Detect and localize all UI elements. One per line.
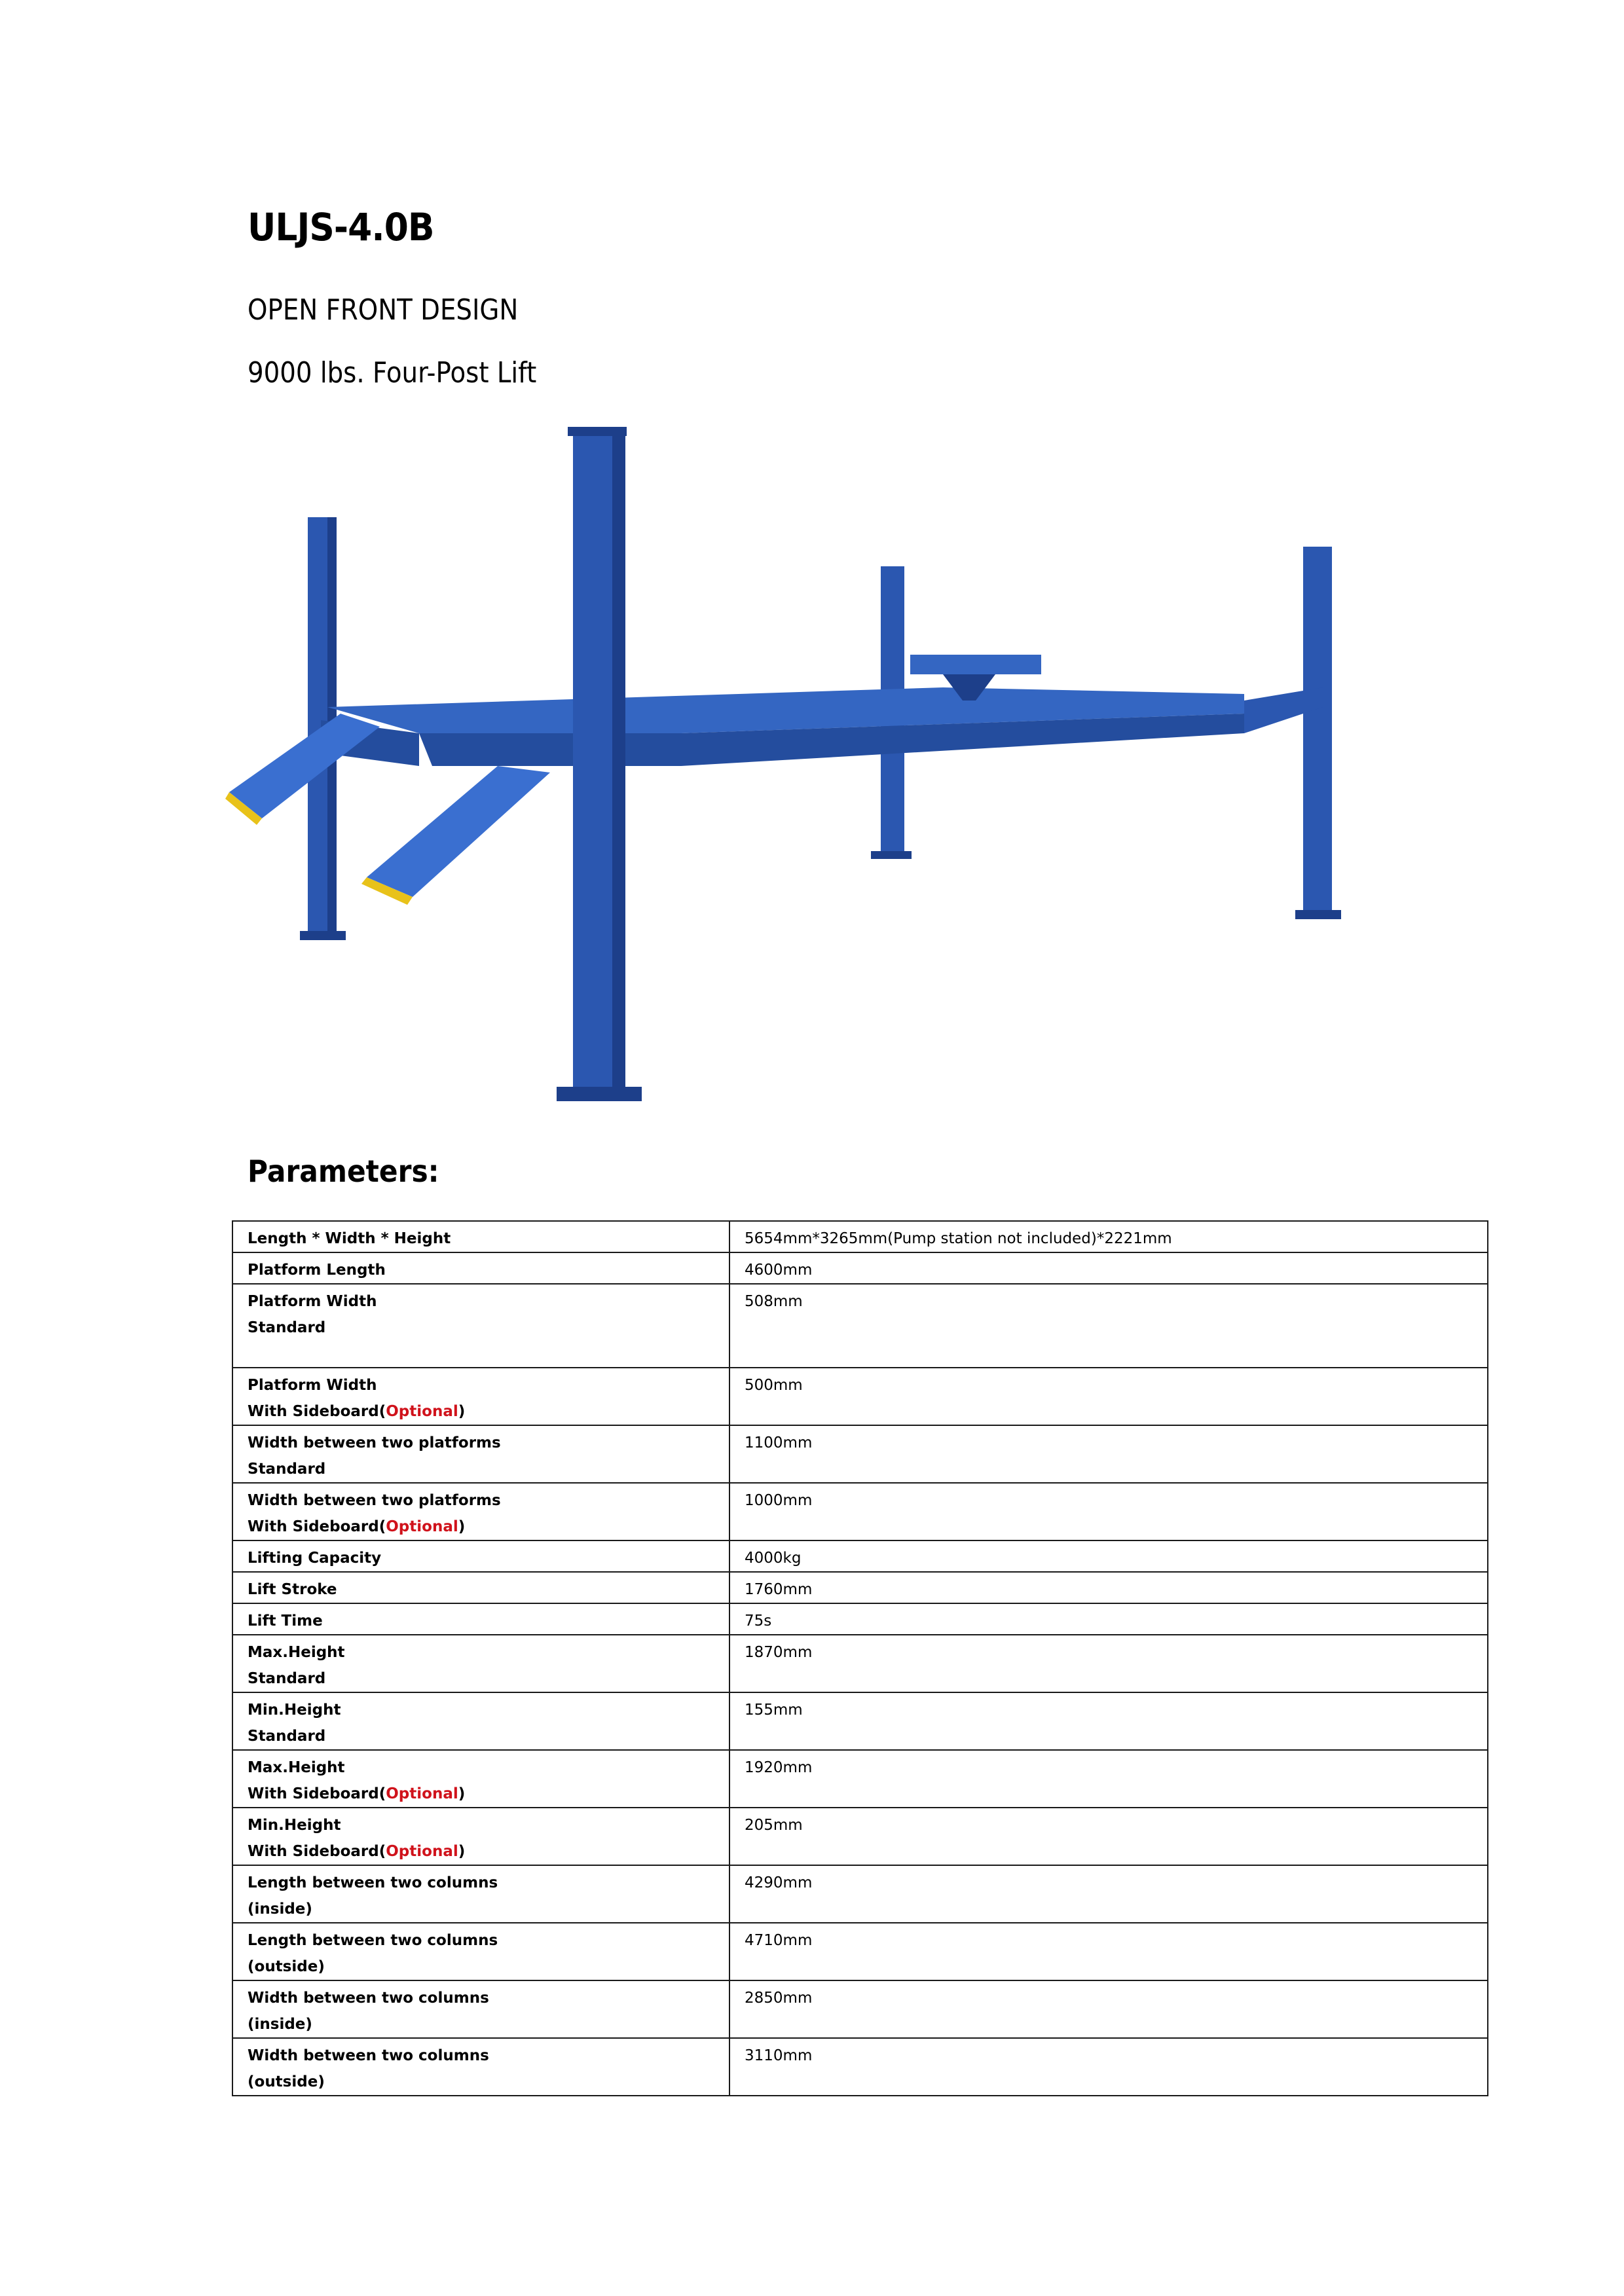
table-row [232,1540,1488,1572]
parameter-value-cell: 75s [729,1603,1488,1635]
parameter-sublabel [248,1315,714,1341]
parameter-sublabel [248,1723,714,1749]
parameter-value-cell: 155mm [729,1692,1488,1750]
table-row [232,1635,1488,1692]
parameter-label: Lifting Capacity [248,1550,382,1567]
parameter-value-cell: 5654mm*3265mm(Pump station not included)*2221mm [729,1221,1488,1252]
parameter-variant: With Sideboard( [248,1843,386,1860]
parameter-label: Width between two platforms [248,1434,501,1451]
parameter-label: Length between two columns [248,1932,498,1949]
parameters-table [232,1220,1488,2096]
parameter-value-cell: 508mm [729,1284,1488,1368]
parameter-name-cell [232,1865,729,1923]
parameter-value-cell: 1920mm [729,1750,1488,1808]
product-capacity-subtitle: 9000 lbs. Four-Post Lift [248,356,537,390]
parameter-value-cell: 205mm [729,1808,1488,1865]
parameter-sublabel [248,1398,714,1425]
parameter-value-cell: 3110mm [729,2038,1488,2096]
parameter-name-cell [232,1368,729,1425]
optional-tag: Optional [386,1785,458,1802]
parameter-value-cell: 4290mm [729,1865,1488,1923]
parameter-name-cell [232,2038,729,2096]
parameter-name-cell [232,1284,729,1368]
parameter-label: Length between two columns [248,1874,498,1891]
table-row [232,1692,1488,1750]
parameter-label: Platform Length [248,1262,386,1279]
parameter-value-cell: 4710mm [729,1923,1488,1980]
parameter-sublabel [248,1666,714,1692]
parameter-value-cell: 500mm [729,1368,1488,1425]
close-paren: ) [458,1403,466,1420]
parameter-variant: Standard [248,1728,326,1745]
table-row [232,1284,1488,1368]
parameter-variant: With Sideboard( [248,1518,386,1535]
table-row [232,1221,1488,1252]
parameter-label: Width between two columns [248,1990,489,2007]
table-row [232,1572,1488,1603]
close-paren: ) [458,1518,466,1535]
parameter-name-cell [232,1603,729,1635]
optional-tag: Optional [386,1403,458,1420]
table-row [232,1750,1488,1808]
table-row [232,1483,1488,1540]
parameter-label: Width between two platforms [248,1492,501,1509]
table-row [232,1865,1488,1923]
parameter-label: Max.Height [248,1644,345,1661]
parameter-sublabel [248,1514,714,1540]
parameter-variant: (outside) [248,2073,325,2090]
parameter-label: Min.Height [248,1817,341,1834]
parameter-value-cell: 1760mm [729,1572,1488,1603]
parameter-name-cell [232,1923,729,1980]
parameter-value-cell: 4000kg [729,1540,1488,1572]
parameter-name-cell [232,1483,729,1540]
parameter-name-cell [232,1980,729,2038]
close-paren: ) [458,1785,466,1802]
parameters-heading: Parameters: [248,1154,439,1189]
table-row [232,1252,1488,1284]
table-row [232,1425,1488,1483]
parameter-label: Platform Width [248,1377,377,1394]
parameter-sublabel [248,1838,714,1865]
parameter-value-cell: 4600mm [729,1252,1488,1284]
parameter-variant: Standard [248,1319,326,1336]
parameter-name-cell [232,1750,729,1808]
product-design-subtitle: OPEN FRONT DESIGN [248,293,519,327]
parameter-value-cell: 1870mm [729,1635,1488,1692]
parameter-label: Width between two columns [248,2047,489,2064]
optional-tag: Optional [386,1843,458,1860]
parameter-label: Max.Height [248,1759,345,1776]
parameter-variant: Standard [248,1670,326,1687]
parameter-sublabel [248,2069,714,2095]
parameter-sublabel [248,1896,714,1922]
parameter-label: Platform Width [248,1293,377,1310]
parameter-name-cell [232,1221,729,1252]
parameter-name-cell [232,1635,729,1692]
parameter-variant: With Sideboard( [248,1785,386,1802]
parameter-variant: (inside) [248,1901,312,1918]
product-image [223,426,1401,1133]
parameter-sublabel [248,2011,714,2037]
optional-tag: Optional [386,1518,458,1535]
parameter-label: Lift Stroke [248,1581,337,1598]
table-row [232,1923,1488,1980]
parameter-sublabel [248,1456,714,1482]
parameter-sublabel [248,1954,714,1980]
parameter-label: Lift Time [248,1613,323,1630]
parameter-value-cell: 2850mm [729,1980,1488,2038]
parameter-variant: (outside) [248,1958,325,1975]
parameter-variant: With Sideboard( [248,1403,386,1420]
close-paren: ) [458,1843,466,1860]
parameter-name-cell [232,1572,729,1603]
parameter-variant: Standard [248,1461,326,1478]
table-row [232,1368,1488,1425]
parameter-sublabel [248,1781,714,1807]
four-post-lift-illustration [223,426,1401,1133]
parameter-name-cell [232,1540,729,1572]
table-row [232,1980,1488,2038]
parameter-name-cell [232,1808,729,1865]
parameter-name-cell [232,1425,729,1483]
table-row [232,1603,1488,1635]
parameter-label: Min.Height [248,1702,341,1719]
parameter-name-cell [232,1692,729,1750]
parameter-value-cell: 1000mm [729,1483,1488,1540]
parameter-variant: (inside) [248,2016,312,2033]
parameter-value-cell: 1100mm [729,1425,1488,1483]
parameter-label: Length * Width * Height [248,1230,451,1247]
parameter-name-cell [232,1252,729,1284]
table-row [232,2038,1488,2096]
product-model-title: ULJS-4.0B [248,205,434,249]
table-row [232,1808,1488,1865]
